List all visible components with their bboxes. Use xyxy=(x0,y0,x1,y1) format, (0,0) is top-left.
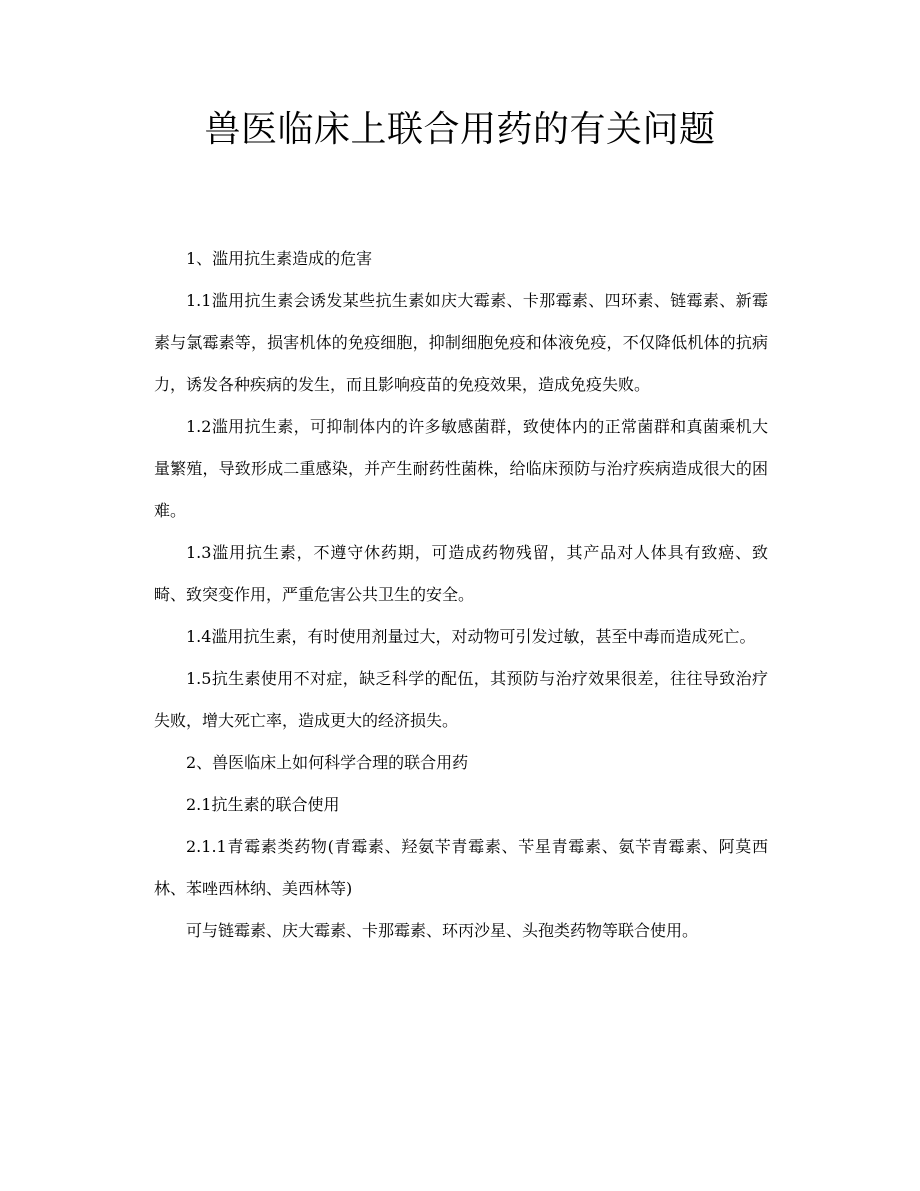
paragraph-1-1: 1.1滥用抗生素会诱发某些抗生素如庆大霉素、卡那霉素、四环素、链霉素、新霉素与氯霉素等，损害机体的免疫细胞，抑制细胞免疫和体液免疫，不仅降低机体的抗病力，诱发各种疾病的发生，而且影响疫苗的免疫效果，造成免疫失败。 xyxy=(154,291,768,394)
paragraph-1-5: 1.5抗生素使用不对症，缺乏科学的配伍，其预防与治疗效果很差，往往导致治疗失败，增大死亡率，造成更大的经济损失。 xyxy=(154,669,768,730)
section-heading-2: 2、兽医临床上如何科学合理的联合用药 xyxy=(186,753,469,772)
paragraph-2-1-1: 2.1.1青霉素类药物(青霉素、羟氨苄青霉素、苄星青霉素、氨苄青霉素、阿莫西林、苯唑西林纳、美西林等) xyxy=(154,837,768,898)
paragraph-1-3: 1.3滥用抗生素，不遵守休药期，可造成药物残留，其产品对人体具有致癌、致畸、致突变作用，严重危害公共卫生的安全。 xyxy=(154,543,768,604)
paragraph-combination-use: 可与链霉素、庆大霉素、卡那霉素、环丙沙星、头孢类药物等联合使用。 xyxy=(186,921,699,940)
paragraph-1-4: 1.4滥用抗生素，有时使用剂量过大，对动物可引发过敏，甚至中毒而造成死亡。 xyxy=(186,627,756,646)
document-body xyxy=(154,238,768,952)
section-heading-1: 1、滥用抗生素造成的危害 xyxy=(186,249,373,268)
document-title: 兽医临床上联合用药的有关问题 xyxy=(204,109,716,150)
subheading-2-1: 2.1抗生素的联合使用 xyxy=(186,795,340,814)
paragraph-1-2: 1.2滥用抗生素，可抑制体内的许多敏感菌群，致使体内的正常菌群和真菌乘机大量繁殖，导致形成二重感染，并产生耐药性菌株，给临床预防与治疗疾病造成很大的困难。 xyxy=(154,417,768,520)
